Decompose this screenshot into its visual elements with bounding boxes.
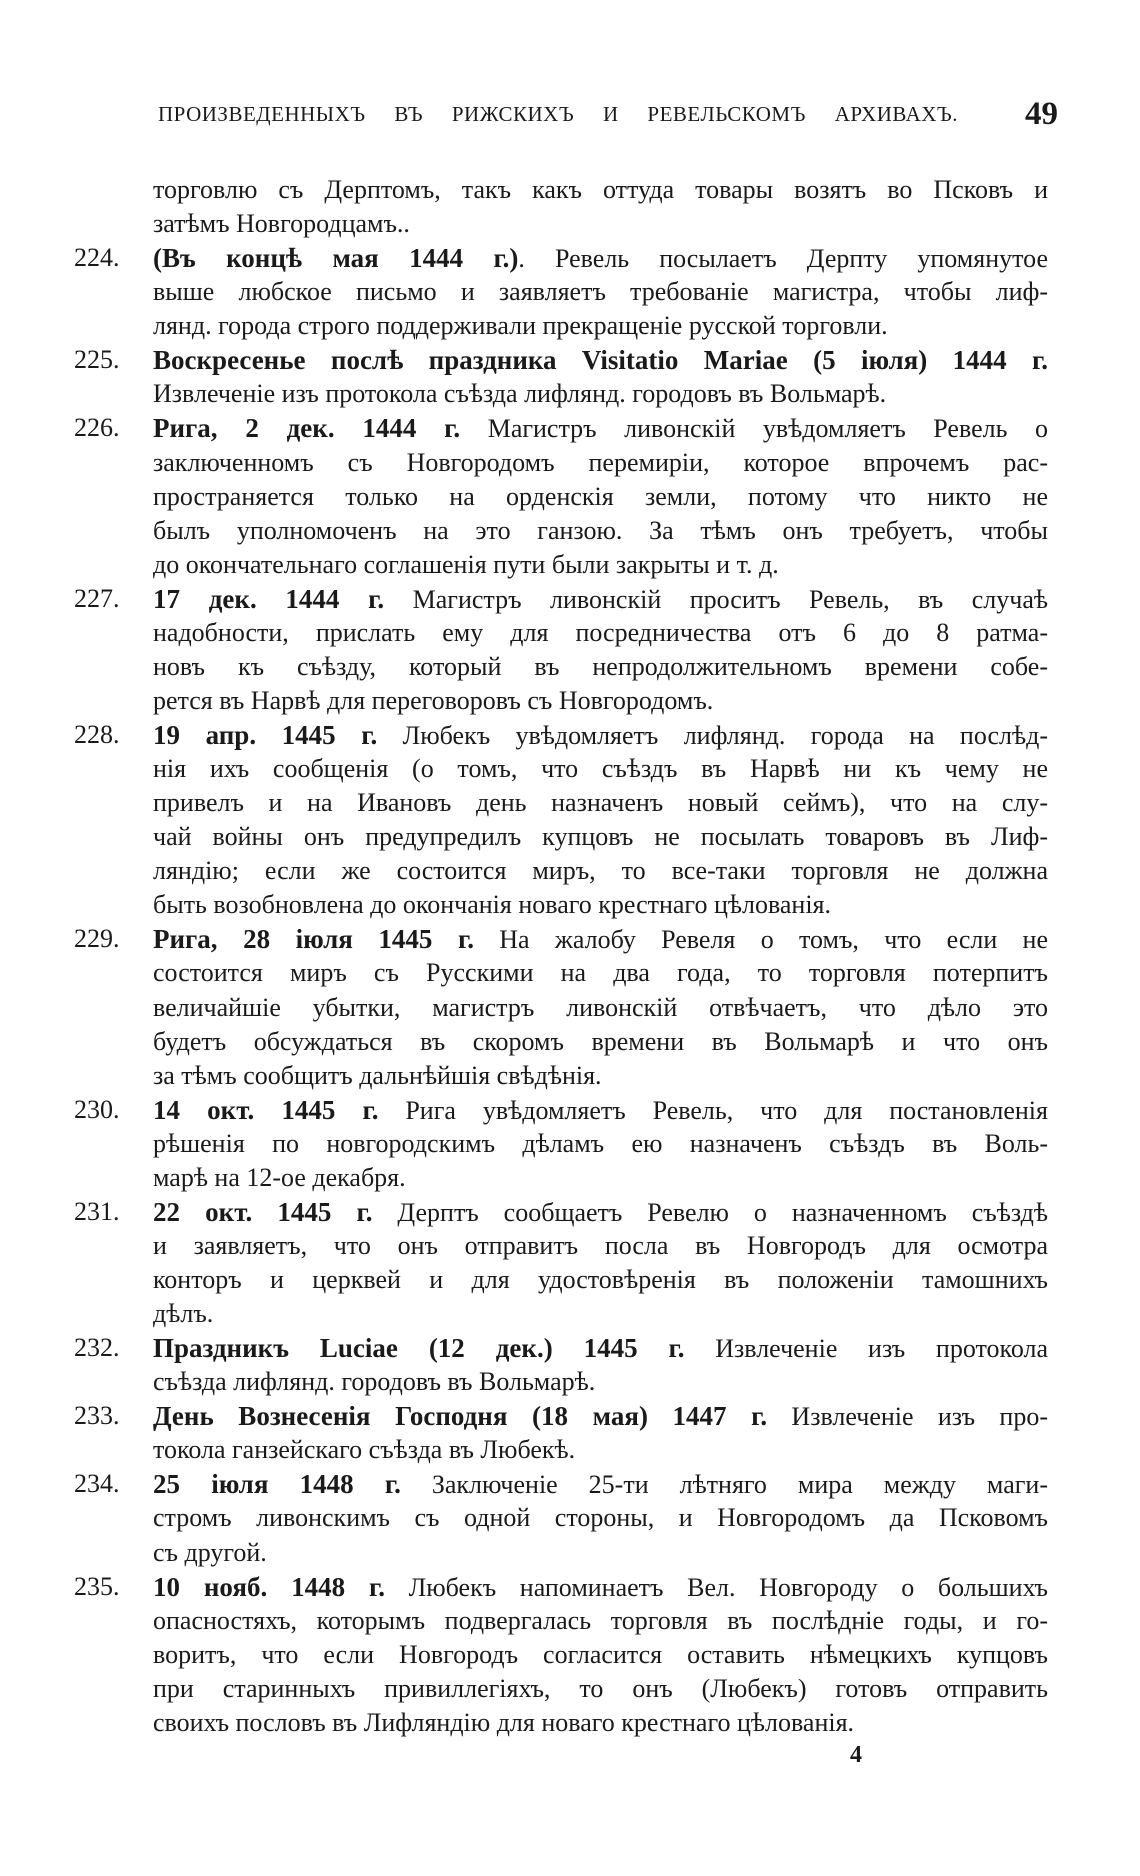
line-text — [153, 275, 1048, 309]
line-text — [153, 1672, 1048, 1706]
signature-mark: 4 — [850, 1742, 862, 1768]
line-text — [153, 991, 1048, 1025]
line-text — [153, 1059, 1048, 1093]
entry-first-line — [0, 718, 1140, 752]
line-body: Заключеніе 25-ти лѣтняго мира между маги- — [400, 1470, 1048, 1500]
line-text — [153, 820, 1048, 854]
line-text — [153, 1536, 1048, 1570]
entry-first-line — [0, 241, 1140, 275]
text-line — [0, 275, 1140, 309]
entry-date-heading: (Въ концѣ мая 1444 г.) — [153, 243, 519, 274]
text-line — [0, 1501, 1140, 1535]
line-text — [153, 377, 1048, 411]
entry-first-line — [0, 582, 1140, 616]
line-body: заключенномъ съ Новгородомъ перемиріи, которое впрочемъ рас- — [153, 447, 1048, 477]
entry-number: 230. — [74, 1094, 120, 1124]
line-body: Извлеченіе изъ протокола — [684, 1334, 1048, 1364]
text-line — [0, 1229, 1140, 1263]
line-body: . Ревель посылаетъ Дерпту упомянутое — [518, 244, 1049, 274]
line-text — [153, 1195, 1048, 1230]
line-text — [153, 1229, 1048, 1263]
line-text — [153, 1570, 1048, 1605]
text-line — [0, 514, 1140, 548]
entry-first-line — [0, 411, 1140, 445]
entry-first-line — [0, 1331, 1140, 1365]
line-body: опасностяхъ, которымъ подвергалась торговля въ послѣдніе годы, и го- — [153, 1605, 1048, 1635]
text-line — [0, 684, 1140, 718]
text-line — [0, 1365, 1140, 1399]
line-body: Дерптъ сообщаетъ Ревелю о назначенномъ съѣздѣ — [372, 1197, 1048, 1227]
text-line — [0, 377, 1140, 411]
line-body: рется въ Нарвѣ для переговоровъ съ Новгородомъ. — [153, 685, 714, 715]
line-text — [153, 752, 1048, 786]
line-body: рѣшенія по новгородскимъ дѣламъ ею назначенъ съѣздъ въ Воль- — [153, 1128, 1048, 1158]
entry-number: 228. — [74, 720, 120, 749]
entry-date-heading: 22 окт. 1445 г. — [153, 1196, 373, 1227]
line-body: за тѣмъ сообщитъ дальнѣйшія свѣдѣнія. — [153, 1060, 602, 1090]
text-line — [0, 1297, 1140, 1331]
entry-number: 226. — [74, 413, 120, 443]
line-body: Магистръ ливонскій проситъ Ревель, въ случаѣ — [384, 584, 1048, 614]
entry-date-heading: 19 апр. 1445 г. — [153, 720, 378, 750]
line-body: до окончательнаго соглашенія пути были закрыты и т. д. — [153, 549, 779, 579]
line-text — [153, 207, 1048, 241]
text-line — [0, 991, 1140, 1025]
entry-date-heading: 17 дек. 1444 г. — [153, 583, 385, 614]
text-line — [0, 956, 1140, 990]
line-body: торговлю съ Дерптомъ, такъ какъ оттуда товары возятъ во Псковъ и — [153, 175, 1048, 204]
line-text — [153, 1638, 1048, 1672]
text-line — [0, 820, 1140, 854]
entry-first-line — [0, 1195, 1140, 1229]
line-body: надобности, прислать ему для посредничества отъ 6 до 8 ратма- — [153, 617, 1048, 647]
line-body: затѣмъ Новгородцамъ.. — [153, 209, 410, 239]
entry-date-heading: 10 нояб. 1448 г. — [153, 1571, 385, 1602]
line-text — [153, 1263, 1048, 1297]
entry-first-line — [0, 922, 1140, 956]
line-body: съѣзда лифлянд. городовъ въ Вольмарѣ. — [153, 1367, 596, 1397]
entry-number: 231. — [74, 1196, 120, 1226]
text-line — [0, 309, 1140, 343]
line-text — [153, 1467, 1048, 1502]
running-title: ПРОИЗВЕДЕННЫХЪ ВЪ РИЖСКИХЪ И РЕВЕЛЬСКОМЪ АРХИВАХЪ. — [158, 102, 958, 126]
entry-number: 227. — [74, 583, 120, 613]
entry-number: 229. — [74, 924, 120, 954]
line-text — [153, 1706, 1048, 1740]
line-body: былъ уполномоченъ на это ганзою. За тѣмъ онъ требуетъ, чтобы — [153, 515, 1048, 545]
page-number: 49 — [1025, 96, 1058, 132]
entry-date-heading: Праздникъ Luciae (12 дек.) 1445 г. — [153, 1333, 685, 1364]
line-text — [153, 309, 1048, 343]
text-line — [0, 1706, 1140, 1740]
text-line — [0, 888, 1140, 922]
text-line — [0, 752, 1140, 786]
text-line — [0, 1059, 1140, 1093]
line-text — [153, 1025, 1048, 1059]
line-body: стромъ ливонскимъ съ одной стороны, и Новгородомъ да Псковомъ — [153, 1503, 1048, 1533]
line-text — [153, 411, 1048, 446]
line-body: дѣлъ. — [153, 1299, 214, 1329]
line-text — [153, 343, 1048, 378]
text-line — [0, 548, 1140, 582]
entry-date-heading: Воскресенье послѣ праздника Visitatio Mariae (5 іюля) 1444 г. — [153, 345, 1048, 376]
line-body: чай войны онъ предупредилъ купцовъ не посылать товаровъ въ Лиф- — [153, 822, 1048, 852]
line-body: Извлеченіе изъ протокола съѣзда лифлянд. городовъ въ Вольмарѣ. — [153, 379, 887, 409]
entry-number: 224. — [74, 243, 120, 273]
line-body: выше любское письмо и заявляетъ требованіе магистра, чтобы лиф- — [153, 277, 1048, 307]
line-body: лянд. города строго поддерживали прекращеніе русской торговли. — [153, 311, 888, 341]
entry-number: 234. — [74, 1469, 120, 1499]
line-text — [153, 1297, 1048, 1331]
line-text — [153, 684, 1048, 718]
line-text — [153, 786, 1048, 820]
text-line — [0, 854, 1140, 888]
entry-first-line — [0, 1570, 1140, 1604]
line-text — [153, 173, 1048, 207]
text-line — [0, 480, 1140, 514]
line-body: и заявляетъ, что онъ отправитъ посла въ Новгородъ для осмотра — [153, 1230, 1048, 1260]
entry-number: 232. — [74, 1333, 120, 1363]
entry-first-line — [0, 343, 1140, 377]
line-text — [153, 1433, 1048, 1467]
text-line — [0, 1161, 1140, 1195]
line-body: новъ къ съѣзду, который въ непродолжительномъ времени собе- — [153, 651, 1048, 681]
line-body: съ другой. — [153, 1537, 267, 1567]
entry-date-heading: Рига, 28 іюля 1445 г. — [153, 924, 474, 955]
line-body: Магистръ ливонскій увѣдомляетъ Ревель о — [460, 414, 1048, 444]
line-body: На жалобу Ревеля о томъ, что если не — [473, 925, 1049, 955]
line-body: токола ганзейскаго съѣзда въ Любекѣ. — [153, 1435, 576, 1465]
text-line — [0, 1672, 1140, 1706]
line-text — [153, 514, 1048, 548]
entry-number: 235. — [74, 1571, 120, 1601]
entry-first-line — [0, 1093, 1140, 1127]
text-line — [0, 1604, 1140, 1638]
entry-date-heading: 25 іюля 1448 г. — [153, 1469, 401, 1500]
line-body: воритъ, что если Новгородъ согласится оставить нѣмецкихъ купцовъ — [153, 1639, 1048, 1669]
line-text — [153, 1399, 1048, 1434]
line-body: ляндію; если же состоится миръ, то все-таки торговля не должна — [153, 856, 1048, 886]
line-text — [153, 241, 1048, 276]
line-text — [153, 888, 1048, 922]
line-text — [153, 548, 1048, 582]
text-line — [0, 1433, 1140, 1467]
line-body: будетъ обсуждаться въ скоромъ времени въ Вольмарѣ и что онъ — [153, 1026, 1048, 1056]
line-body: Извлеченіе изъ про- — [767, 1402, 1048, 1432]
line-body: нія ихъ сообщенія (о томъ, что съѣздъ въ Нарвѣ ни къ чему не — [153, 754, 1048, 784]
entry-date-heading: День Вознесенія Господня (18 мая) 1447 г. — [153, 1401, 768, 1432]
text-line — [0, 786, 1140, 820]
line-body: Любекъ напоминаетъ Вел. Новгороду о большихъ — [384, 1572, 1048, 1602]
line-text — [153, 1365, 1048, 1399]
line-body: своихъ пословъ въ Лифляндію для новаго крестнаго цѣлованія. — [153, 1707, 855, 1737]
line-body: Любекъ увѣдомляетъ лифлянд. города на послѣд- — [377, 721, 1048, 750]
document-body — [0, 173, 1140, 1740]
line-text — [153, 480, 1048, 514]
text-line — [0, 207, 1140, 241]
line-text — [153, 854, 1048, 888]
line-text — [153, 650, 1048, 684]
line-text — [153, 1604, 1048, 1638]
text-line — [0, 616, 1140, 650]
line-text — [153, 1501, 1048, 1535]
entry-number: 225. — [74, 345, 120, 375]
line-text — [153, 1093, 1048, 1128]
line-body: привелъ и на Ивановъ день назначенъ новый сеймъ), что на слу- — [153, 788, 1048, 818]
text-line — [0, 1127, 1140, 1161]
line-text — [153, 1331, 1048, 1366]
text-line — [0, 173, 1140, 207]
line-body: конторъ и церквей и для удостовѣренія въ положеніи тамошнихъ — [153, 1265, 1048, 1294]
line-text — [153, 446, 1048, 480]
line-text — [153, 956, 1048, 990]
line-body: марѣ на 12-ое декабря. — [153, 1162, 406, 1192]
line-text — [153, 1161, 1048, 1195]
line-body: величайшіе убытки, магистръ ливонскій отвѣчаетъ, что дѣло это — [153, 992, 1048, 1022]
entry-number: 233. — [74, 1401, 120, 1431]
line-body: Рига увѣдомляетъ Ревель, что для постановленія — [378, 1095, 1048, 1125]
line-body: быть возобновлена до окончанія новаго крестнаго цѣлованія. — [153, 890, 832, 920]
entry-date-heading: 14 окт. 1445 г. — [153, 1094, 379, 1125]
text-line — [0, 1263, 1140, 1297]
line-text — [153, 718, 1048, 753]
line-text — [153, 1127, 1048, 1161]
text-line — [0, 650, 1140, 684]
line-text — [153, 922, 1048, 957]
line-body: состоится миръ съ Русскими на два года, то торговля потерпитъ — [153, 958, 1048, 988]
line-body: при старинныхъ привиллегіяхъ, то онъ (Любекъ) готовъ отправить — [153, 1673, 1048, 1703]
text-line — [0, 1025, 1140, 1059]
text-line — [0, 1638, 1140, 1672]
entry-first-line — [0, 1399, 1140, 1433]
line-text — [153, 582, 1048, 617]
entry-date-heading: Рига, 2 дек. 1444 г. — [153, 413, 461, 444]
line-body: пространяется только на орденскія земли, потому что никто не — [153, 481, 1048, 511]
text-line — [0, 446, 1140, 480]
line-text — [153, 616, 1048, 650]
text-line — [0, 1536, 1140, 1570]
running-header — [158, 96, 1058, 132]
entry-first-line — [0, 1467, 1140, 1501]
